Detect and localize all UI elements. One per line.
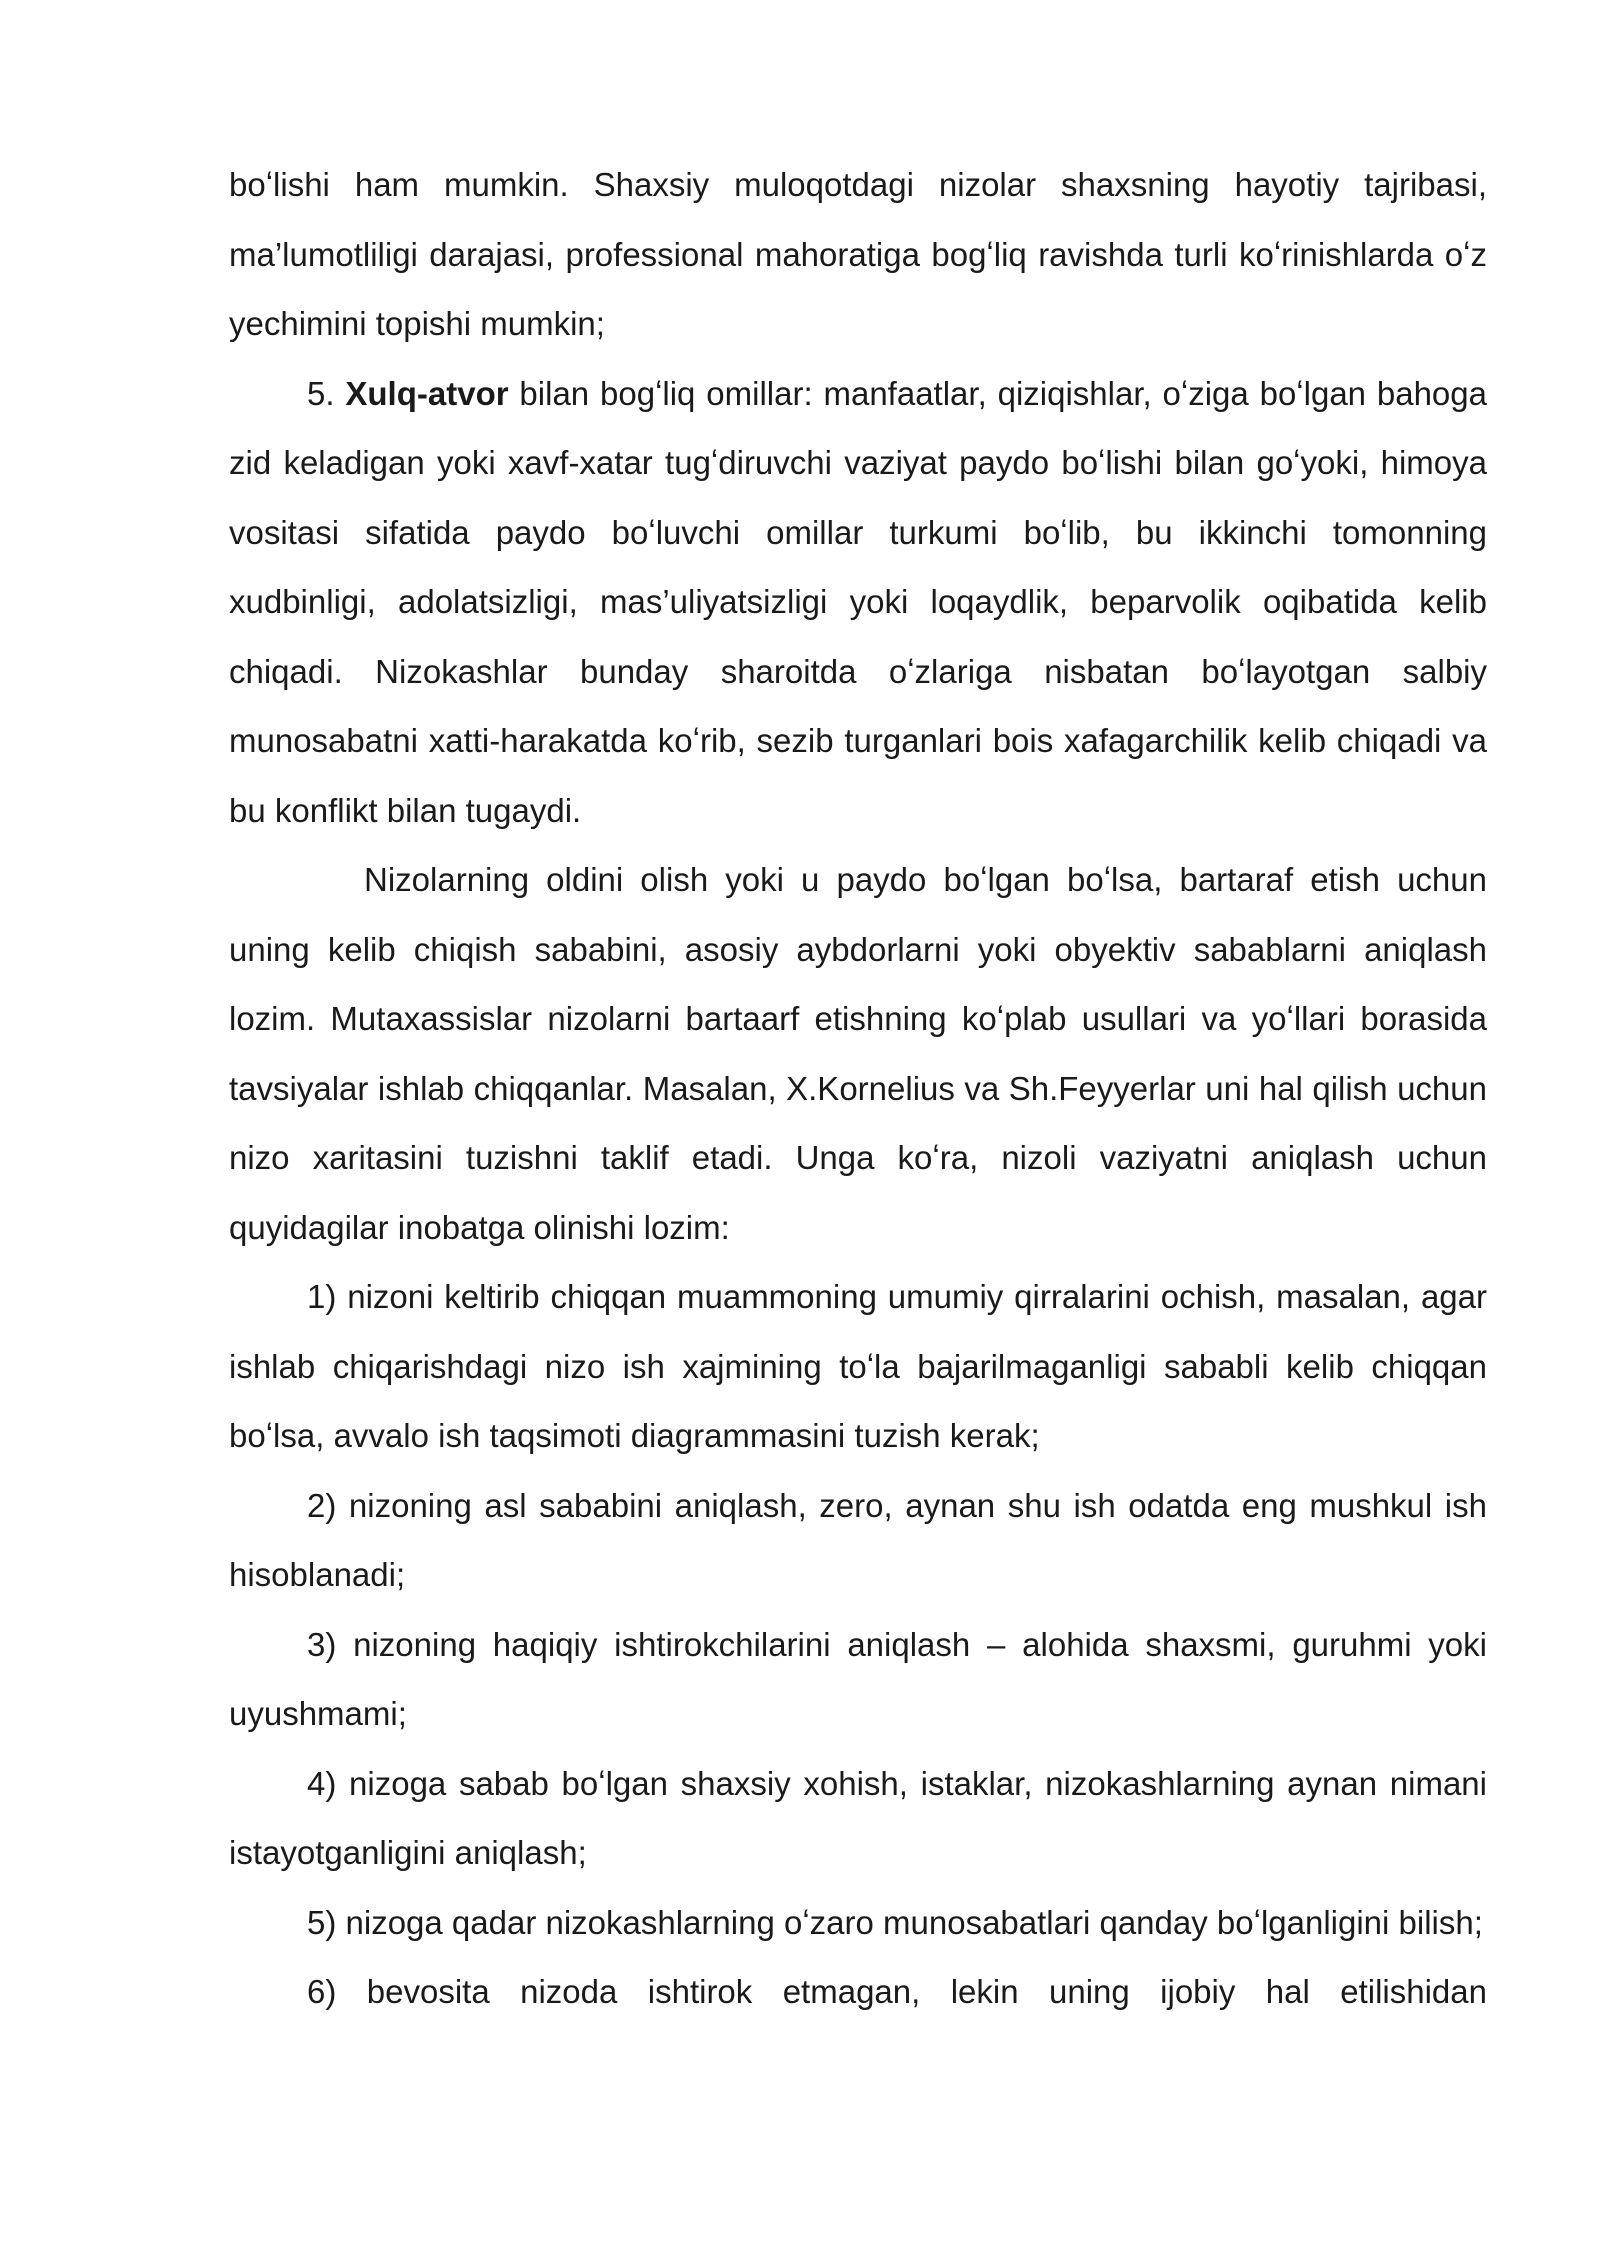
paragraph-text: bilan bogʻliq omillar: manfaatlar, qiziqishlar, oʻziga boʻlgan bahoga zid keladigan yoki xavf-xatar tugʻdiruvchi vaziyat paydo boʻlishi bilan goʻyoki, himoya vositasi sifatida paydo boʻluvchi omillar turkumi boʻlib, bu ikkinchi tomonning xudbinligi, adolatsizligi, mas’uliyatsizligi yoki loqaydlik, beparvolik oqibatida kelib chiqadi. Nizokashlar bunday sharoitda oʻzlariga nisbatan boʻlayotgan salbiy munosabatni xatti-harakatda koʻrib, sezib turganlari bois xafagarchilik kelib chiqadi va bu konflikt bilan tugaydi. — [229, 374, 1487, 829]
item-number: 5. — [307, 374, 346, 412]
list-item-6: 6) bevosita nizoda ishtirok etmagan, lekin uning ijobiy hal etilishidan — [307, 1973, 1487, 2010]
paragraph-continuation: boʻlishi ham mumkin. Shaxsiy muloqotdagi nizolar shaxsning hayotiy tajribasi, ma’lumotliligi darajasi, professional mahoratiga bogʻliq ravishda turli koʻrinishlarda oʻz yechimini topishi mumkin; — [229, 166, 1487, 342]
document-page — [229, 150, 1487, 2027]
bold-term: Xulq-atvor — [345, 374, 509, 412]
paragraph-conflict-resolution: Nizolarning oldini olish yoki u paydo boʻlgan boʻlsa, bartaraf etish uchun uning kelib chiqish sababini, asosiy aybdorlarni yoki obyektiv sabablarni aniqlash lozim. Mutaxassislar nizolarni bartaarf etishning koʻplab usullari va yoʻllari borasida tavsiyalar ishlab chiqqanlar. Masalan, X.Kornelius va Sh.Feyyerlar uni hal qilish uchun nizo xaritasini tuzishni taklif etadi. Unga koʻra, nizoli vaziyatni aniqlash uchun quyidagilar inobatga olinishi lozim: — [229, 861, 1487, 1246]
list-item-1: 1) nizoni keltirib chiqqan muammoning umumiy qirralarini ochish, masalan, agar ishlab chiqarishdagi nizo ish xajmining toʻla bajarilmaganligi sababli kelib chiqqan boʻlsa, avvalo ish taqsimoti diagrammasini tuzish kerak; — [229, 1278, 1487, 1454]
list-item-4: 4) nizoga sabab boʻlgan shaxsiy xohish, istaklar, nizokashlarning aynan nimani istayotganligini aniqlash; — [229, 1764, 1487, 1871]
list-item-3: 3) nizoning haqiqiy ishtirokchilarini aniqlash – alohida shaxsmi, guruhmi yoki uyushmami; — [229, 1625, 1487, 1732]
list-item-5: 5) nizoga qadar nizokashlarning oʻzaro munosabatlari qanday boʻlganligini bilish; — [307, 1903, 1483, 1941]
paragraph-behavior-factors — [229, 359, 1487, 846]
list-item-2: 2) nizoning asl sababini aniqlash, zero, aynan shu ish odatda eng mushkul ish hisoblanadi; — [229, 1486, 1487, 1593]
